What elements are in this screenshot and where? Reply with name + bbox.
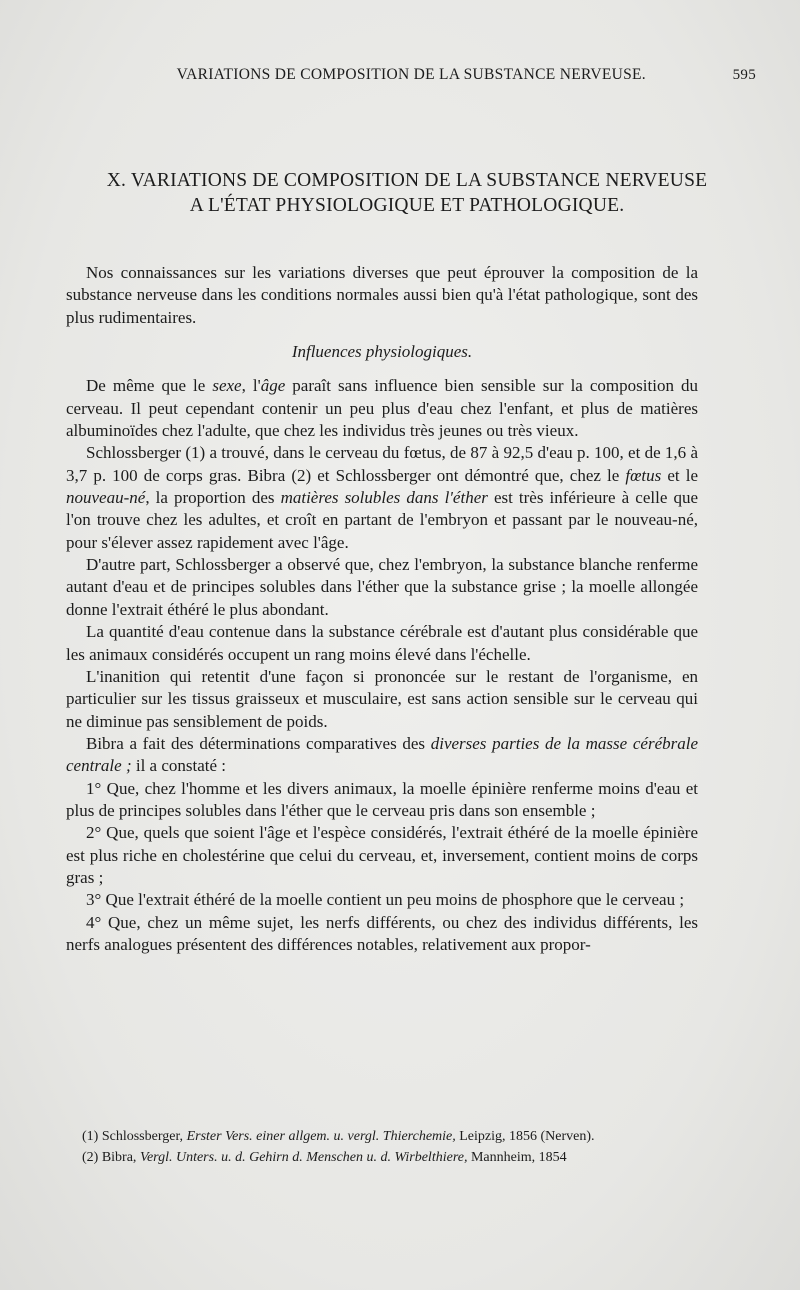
paragraph-quantite-eau: La quantité d'eau contenue dans la substance cérébrale est d'autant plus considérable que les animaux considérés occupent un rang moins élevé dans l'échelle. (66, 622, 698, 664)
intro-paragraph: Nos connaissances sur les variations diverses que peut éprouver la composition de la substance nerveuse dans les conditions normales aussi bien qu'à l'état pathologique, sont des plus rudimentaires. (66, 263, 698, 327)
list-item-3: 3° Que l'extrait éthéré de la moelle contient un peu moins de phosphore que le cerveau ; (86, 890, 685, 910)
term-sexe: sexe (212, 376, 242, 396)
footnote-1: (1) Schlossberger, Erster Vers. einer allgem. u. vergl. Thierchemie, Leipzig, 1856 (Nerven). (82, 1129, 595, 1144)
list-item-4: 4° Que, chez un même sujet, les nerfs différents, ou chez des individus différents, les nerfs analogues présentent des différences notables, relativement aux propor- (66, 912, 698, 954)
page-number: 595 (732, 67, 756, 83)
footnote-2: (2) Bibra, Vergl. Unters. u. d. Gehirn d. Menschen u. d. Wirbelthiere, Mannheim, 1854 (82, 1150, 567, 1165)
list-item-2: 2° Que, quels que soient l'âge et l'espèce considérés, l'extrait éthéré de la moelle épinière est plus riche en cholestérine que celui du cerveau, et, inversement, contient moins de corps gras ; (66, 823, 698, 887)
term-nouveau-ne: nouveau-né (66, 488, 146, 508)
section-subheading: Influences physiologiques. (291, 342, 473, 362)
chapter-title (66, 168, 748, 218)
chapter-title-line-2: A L'ÉTAT PHYSIOLOGIQUE ET PATHOLOGIQUE. (189, 195, 625, 216)
paragraph-inanition: L'inanition qui retentit d'une façon si prononcée sur le restant de l'organisme, en particulier sur les tissus graisseux et musculaire, est sans action sensible sur le cerveau qui ne diminue pas sensiblement de poids. (66, 666, 698, 731)
footnotes (66, 1126, 698, 1168)
term-matieres-solubles: matières solubles dans l'éther (280, 488, 488, 508)
paragraph-schlossberger: Schlossberger (1) a trouvé, dans le cerveau du fœtus, de 87 à 92,5 d'eau p. 100, et de 1,6 à 3,7 p. 100 de corps gras. Bibra (2) et Schlossberger ont démontré que, chez le fœtus et le nouveau-né, la proportion des matières solubles dans l'éther est très inférieure à celle que l'on trouve chez les adultes, et croît en partant de l'embryon et passant par le nouveau-né, pour s'élever assez rapidement avec l'âge. (66, 443, 699, 552)
paragraph-bibra: Bibra a fait des déterminations comparatives des diverses parties de la masse cérébrale centrale ; il a constaté : (66, 733, 699, 776)
paragraph-age-sex: De même que le sexe, l'âge paraît sans influence bien sensible sur la composition du cerveau. Il peut cependant contenir un peu plus d'eau chez l'enfant, et plus de matières albuminoïdes chez l'adulte, que chez les individus très jeunes ou très vieux. (66, 376, 698, 441)
list-item-1: 1° Que, chez l'homme et les divers animaux, la moelle épinière renferme moins d'eau et plus de principes solubles dans l'éther que le cerveau pris dans son ensemble ; (66, 778, 698, 820)
paragraph-embryon: D'autre part, Schlossberger a observé que, chez l'embryon, la substance blanche renferme autant d'eau et de principes solubles dans l'éther que la substance grise ; la moelle allongée donne l'extrait éthéré le plus abondant. (66, 555, 698, 619)
body-text (66, 262, 698, 956)
term-age: âge (260, 376, 286, 396)
running-title: VARIATIONS DE COMPOSITION DE LA SUBSTANCE NERVEUSE. (176, 66, 646, 83)
term-foetus: fœtus (625, 465, 662, 485)
chapter-title-line-1: X. VARIATIONS DE COMPOSITION DE LA SUBSTANCE NERVEUSE (106, 170, 708, 191)
term-masse-cerebrale: diverses parties de la masse cérébrale centrale ; (66, 733, 699, 776)
running-head (66, 66, 756, 84)
